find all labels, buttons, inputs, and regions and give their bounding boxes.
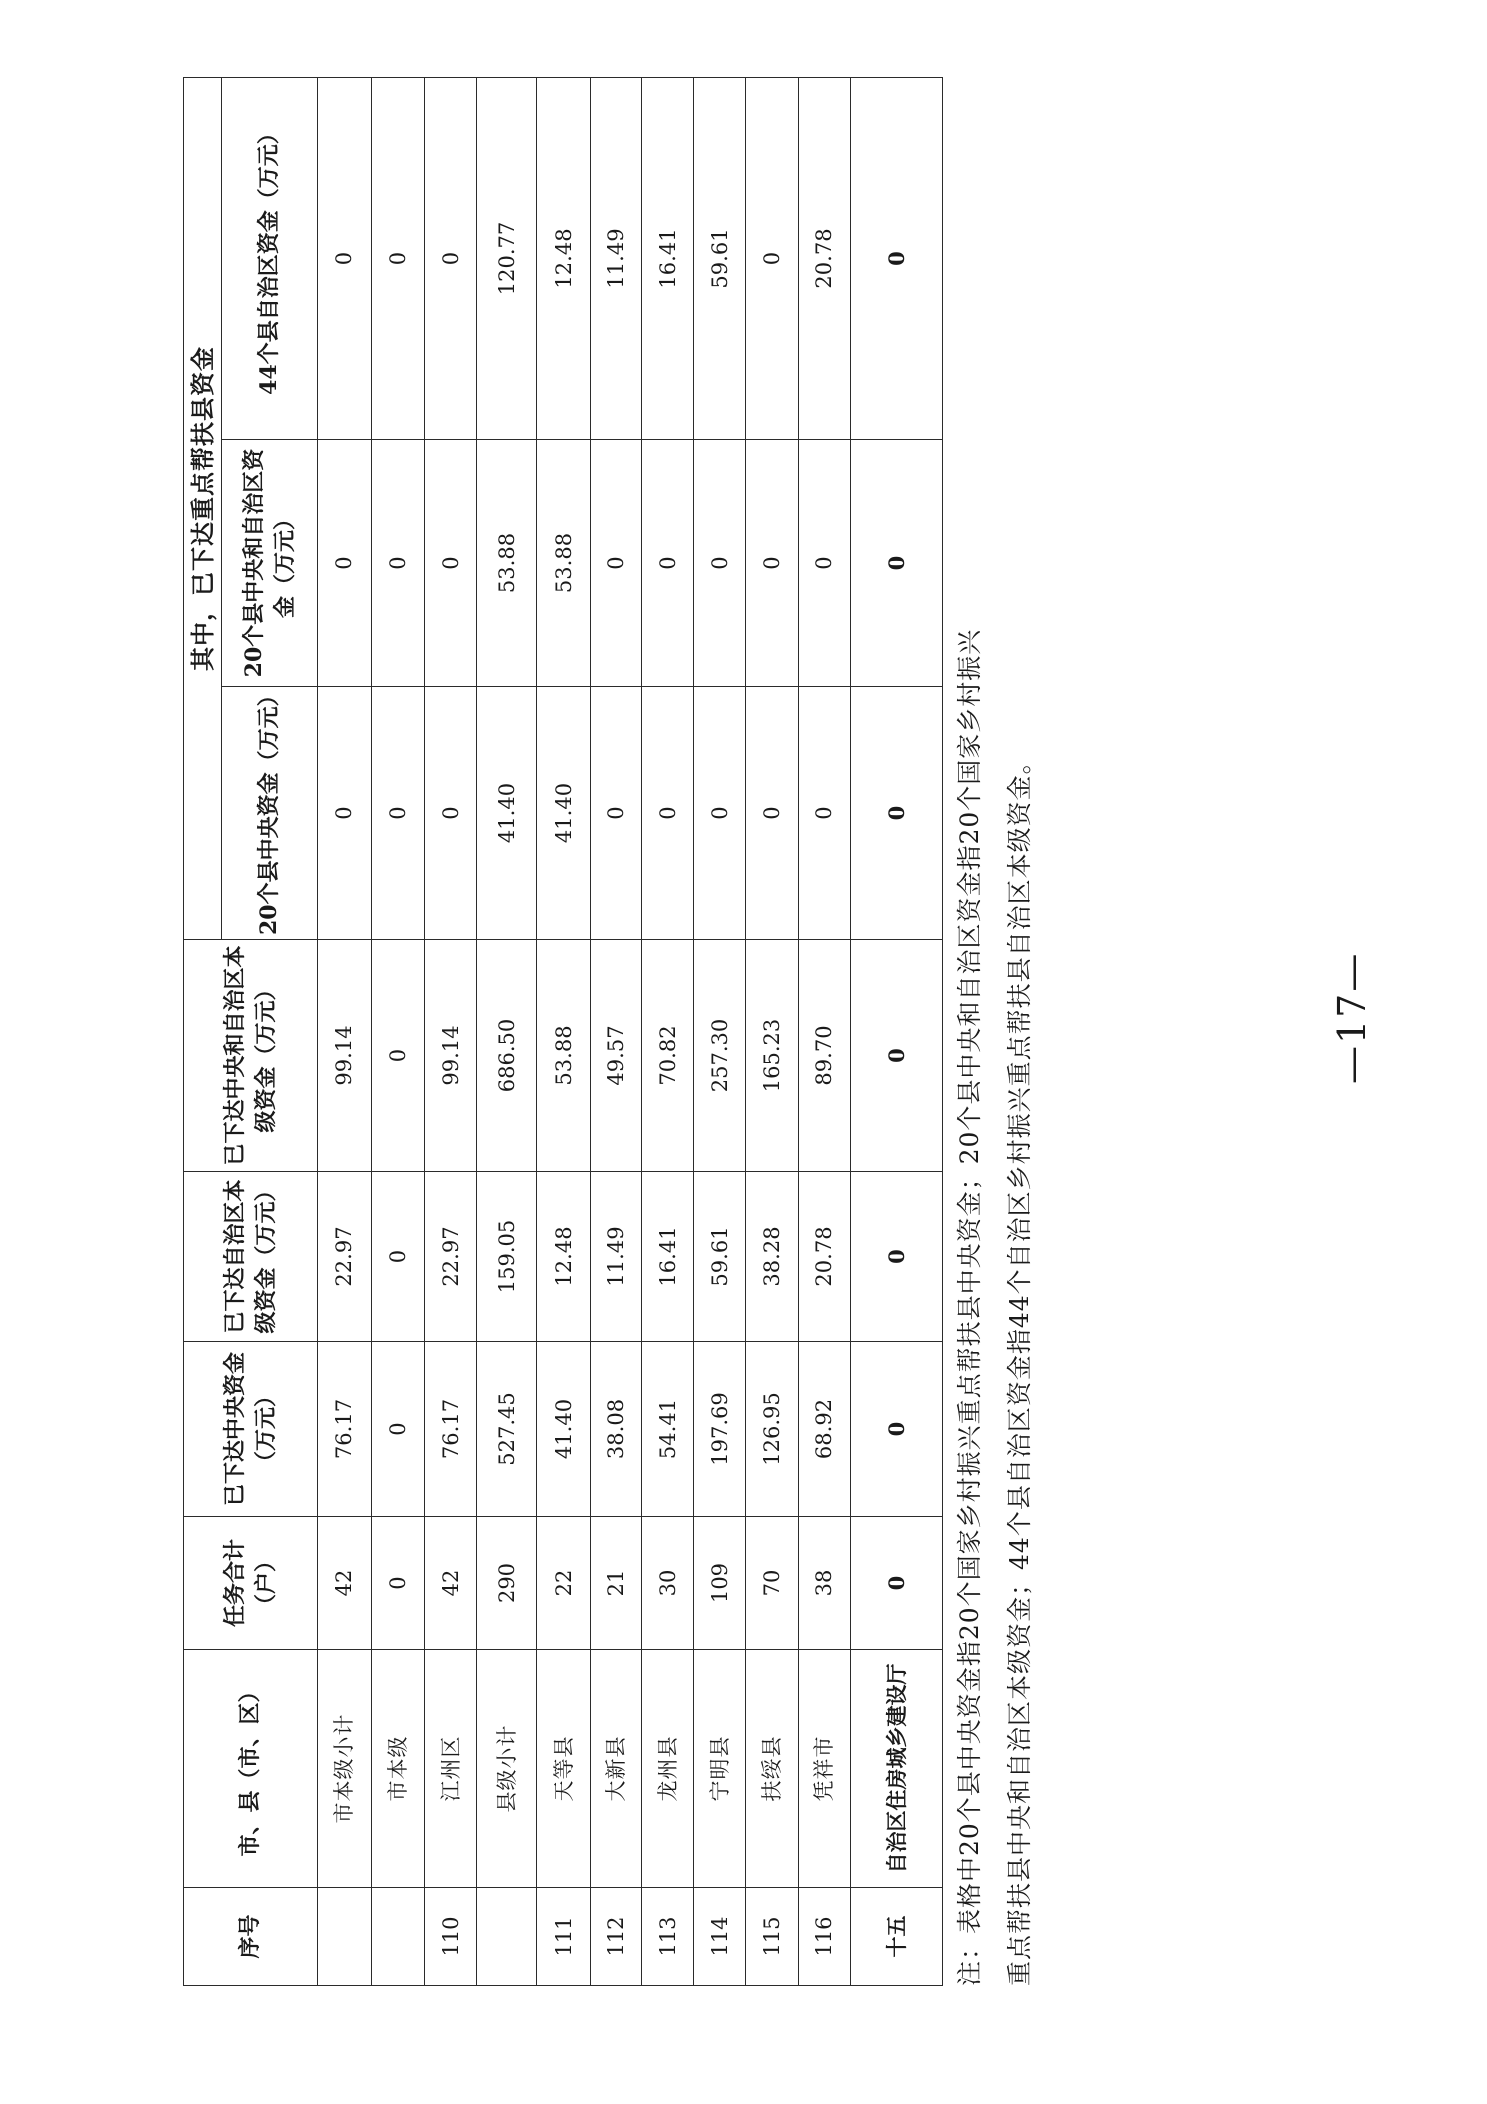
cell-tasks: 38 bbox=[798, 1517, 850, 1650]
cell-c20: 0 bbox=[318, 687, 372, 940]
cell-region: 159.05 bbox=[477, 1172, 537, 1342]
cell-r44: 59.61 bbox=[694, 77, 746, 439]
table-row bbox=[746, 77, 798, 1985]
header-name: 市、县（市、区） bbox=[184, 1650, 318, 1888]
cell-r44: 0 bbox=[371, 77, 425, 439]
header-tasks: 任务合计（户） bbox=[184, 1517, 318, 1650]
header-seq: 序号 bbox=[184, 1888, 318, 1986]
cell-central: 41.40 bbox=[537, 1342, 591, 1517]
cell-c20: 0 bbox=[371, 687, 425, 940]
cell-region: 20.78 bbox=[798, 1172, 850, 1342]
cell-tasks: 109 bbox=[694, 1517, 746, 1650]
cell-central: 0 bbox=[851, 1342, 943, 1517]
cell-c20: 0 bbox=[590, 687, 641, 940]
cell-region: 11.49 bbox=[590, 1172, 641, 1342]
cell-tasks: 42 bbox=[425, 1517, 477, 1650]
page-number: —17— bbox=[1330, 951, 1374, 1084]
cell-region: 12.48 bbox=[537, 1172, 591, 1342]
cell-region: 59.61 bbox=[694, 1172, 746, 1342]
cell-tasks: 0 bbox=[371, 1517, 425, 1650]
cell-cr20: 0 bbox=[851, 440, 943, 687]
cell-cr20: 53.88 bbox=[537, 440, 591, 687]
cell-seq: 116 bbox=[798, 1888, 850, 1986]
cell-tasks: 290 bbox=[477, 1517, 537, 1650]
cell-name: 大新县 bbox=[590, 1650, 641, 1888]
cell-cr20: 0 bbox=[318, 440, 372, 687]
cell-seq bbox=[371, 1888, 425, 1986]
cell-r44: 0 bbox=[746, 77, 798, 439]
cell-r44: 20.78 bbox=[798, 77, 850, 439]
cell-total: 0 bbox=[371, 940, 425, 1172]
cell-central: 126.95 bbox=[746, 1342, 798, 1517]
table-row bbox=[590, 77, 641, 1985]
table-row bbox=[798, 77, 850, 1985]
note-line-2: 重点帮扶县中央和自治区本级资金；44个县自治区资金指44个自治区乡村振兴重点帮扶县自治区本级资金。 bbox=[1005, 748, 1034, 1986]
cell-central: 38.08 bbox=[590, 1342, 641, 1517]
cell-name: 宁明县 bbox=[694, 1650, 746, 1888]
table-row bbox=[477, 77, 537, 1985]
cell-total: 49.57 bbox=[590, 940, 641, 1172]
cell-region: 0 bbox=[851, 1172, 943, 1342]
cell-name: 江州区 bbox=[425, 1650, 477, 1888]
cell-r44: 120.77 bbox=[477, 77, 537, 439]
cell-cr20: 0 bbox=[425, 440, 477, 687]
header-group-key-counties: 其中，已下达重点帮扶县资金 bbox=[184, 77, 222, 939]
cell-name: 天等县 bbox=[537, 1650, 591, 1888]
funding-table bbox=[183, 77, 943, 1986]
cell-c20: 41.40 bbox=[537, 687, 591, 940]
cell-central: 197.69 bbox=[694, 1342, 746, 1517]
cell-cr20: 0 bbox=[590, 440, 641, 687]
cell-total: 53.88 bbox=[537, 940, 591, 1172]
cell-region: 38.28 bbox=[746, 1172, 798, 1342]
cell-r44: 12.48 bbox=[537, 77, 591, 439]
cell-name: 自治区住房城乡建设厅 bbox=[851, 1650, 943, 1888]
cell-tasks: 21 bbox=[590, 1517, 641, 1650]
table-row bbox=[641, 77, 693, 1985]
header-central: 已下达中央资金（万元） bbox=[184, 1342, 318, 1517]
cell-region: 0 bbox=[371, 1172, 425, 1342]
cell-seq: 111 bbox=[537, 1888, 591, 1986]
cell-total: 99.14 bbox=[425, 940, 477, 1172]
cell-seq: 114 bbox=[694, 1888, 746, 1986]
cell-seq: 112 bbox=[590, 1888, 641, 1986]
cell-seq: 110 bbox=[425, 1888, 477, 1986]
cell-r44: 16.41 bbox=[641, 77, 693, 439]
cell-name: 龙州县 bbox=[641, 1650, 693, 1888]
cell-name: 市本级 bbox=[371, 1650, 425, 1888]
note-line-1: 注：表格中20个县中央资金指20个国家乡村振兴重点帮扶县中央资金；20个县中央和自治区资金指20个国家乡村振兴 bbox=[955, 628, 984, 1986]
cell-c20: 0 bbox=[746, 687, 798, 940]
cell-total: 165.23 bbox=[746, 940, 798, 1172]
table-row bbox=[694, 77, 746, 1985]
cell-r44: 0 bbox=[851, 77, 943, 439]
cell-central: 68.92 bbox=[798, 1342, 850, 1517]
header-region: 已下达自治区本级资金（万元） bbox=[184, 1172, 318, 1342]
cell-tasks: 70 bbox=[746, 1517, 798, 1650]
cell-c20: 41.40 bbox=[477, 687, 537, 940]
header-r44: 44个县自治区资金（万元） bbox=[222, 77, 318, 439]
table-row bbox=[851, 77, 943, 1985]
cell-c20: 0 bbox=[798, 687, 850, 940]
cell-name: 县级小计 bbox=[477, 1650, 537, 1888]
cell-cr20: 0 bbox=[746, 440, 798, 687]
cell-r44: 0 bbox=[318, 77, 372, 439]
cell-tasks: 22 bbox=[537, 1517, 591, 1650]
cell-cr20: 53.88 bbox=[477, 440, 537, 687]
cell-total: 70.82 bbox=[641, 940, 693, 1172]
cell-total: 0 bbox=[851, 940, 943, 1172]
cell-name: 市本级小计 bbox=[318, 1650, 372, 1888]
cell-total: 686.50 bbox=[477, 940, 537, 1172]
table-row bbox=[425, 77, 477, 1985]
header-c20: 20个县中央资金（万元） bbox=[222, 687, 318, 940]
cell-c20: 0 bbox=[641, 687, 693, 940]
cell-central: 527.45 bbox=[477, 1342, 537, 1517]
cell-region: 22.97 bbox=[425, 1172, 477, 1342]
cell-r44: 0 bbox=[425, 77, 477, 439]
cell-cr20: 0 bbox=[798, 440, 850, 687]
table-body bbox=[318, 77, 943, 1985]
cell-cr20: 0 bbox=[371, 440, 425, 687]
cell-c20: 0 bbox=[694, 687, 746, 940]
cell-tasks: 30 bbox=[641, 1517, 693, 1650]
cell-name: 凭祥市 bbox=[798, 1650, 850, 1888]
cell-total: 257.30 bbox=[694, 940, 746, 1172]
cell-tasks: 42 bbox=[318, 1517, 372, 1650]
cell-region: 16.41 bbox=[641, 1172, 693, 1342]
header-cr20: 20个县中央和自治区资金（万元） bbox=[222, 440, 318, 687]
cell-region: 22.97 bbox=[318, 1172, 372, 1342]
cell-total: 89.70 bbox=[798, 940, 850, 1172]
cell-seq bbox=[318, 1888, 372, 1986]
cell-central: 54.41 bbox=[641, 1342, 693, 1517]
cell-r44: 11.49 bbox=[590, 77, 641, 439]
cell-central: 76.17 bbox=[425, 1342, 477, 1517]
cell-central: 76.17 bbox=[318, 1342, 372, 1517]
cell-seq: 113 bbox=[641, 1888, 693, 1986]
cell-seq: 115 bbox=[746, 1888, 798, 1986]
cell-c20: 0 bbox=[425, 687, 477, 940]
table-row bbox=[371, 77, 425, 1985]
cell-cr20: 0 bbox=[641, 440, 693, 687]
header-total: 已下达中央和自治区本级资金（万元） bbox=[184, 940, 318, 1172]
cell-c20: 0 bbox=[851, 687, 943, 940]
table-row bbox=[318, 77, 372, 1985]
cell-name: 扶绥县 bbox=[746, 1650, 798, 1888]
cell-seq bbox=[477, 1888, 537, 1986]
table-row bbox=[537, 77, 591, 1985]
cell-tasks: 0 bbox=[851, 1517, 943, 1650]
cell-cr20: 0 bbox=[694, 440, 746, 687]
cell-total: 99.14 bbox=[318, 940, 372, 1172]
cell-central: 0 bbox=[371, 1342, 425, 1517]
cell-seq: 十五 bbox=[851, 1888, 943, 1986]
